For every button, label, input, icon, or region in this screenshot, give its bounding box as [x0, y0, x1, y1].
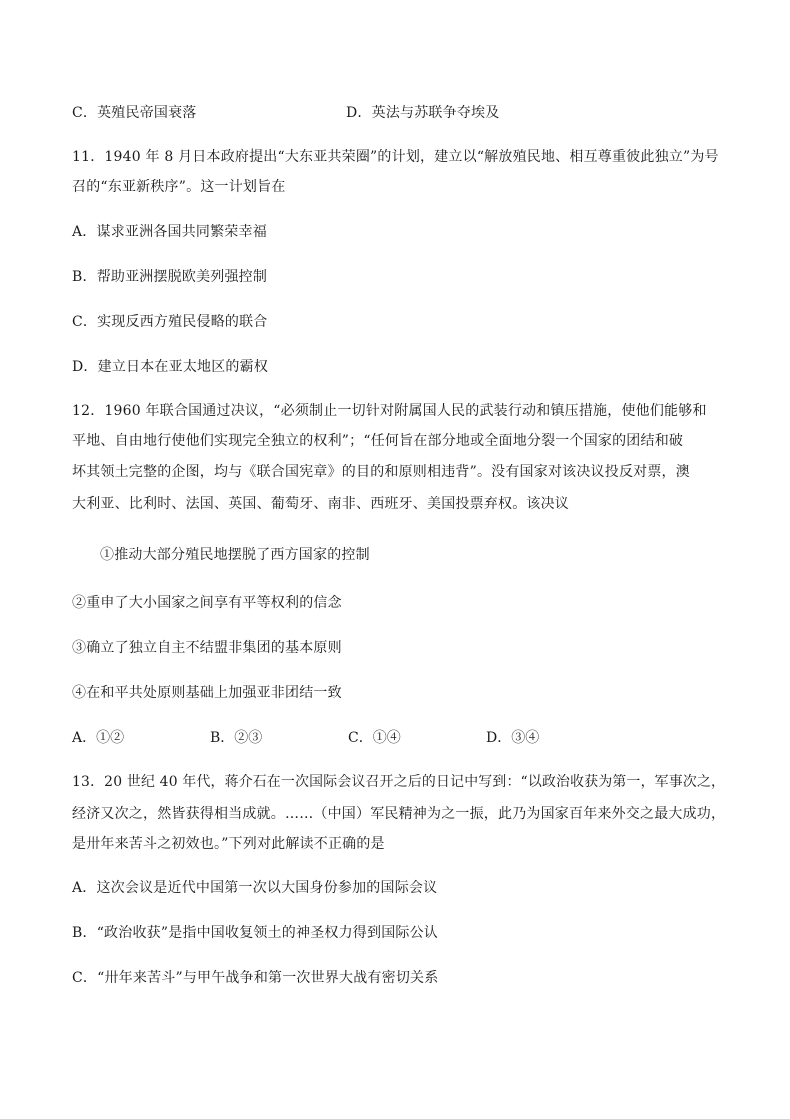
q10-option-c: C．英殖民帝国衰落 — [72, 105, 197, 121]
q11-option-d: D．建立日本在亚太地区的霸权 — [72, 359, 269, 375]
q13-option-c: C．“卅年来苦斗”与甲午战争和第一次世界大战有密切关系 — [72, 970, 439, 986]
q11-option-b: B．帮助亚洲摆脱欧美列强控制 — [72, 269, 268, 285]
q13-stem-line3: 是卅年来苦斗之初效也。”下列对此解读不正确的是 — [72, 836, 385, 852]
q12-option-c: C．①④ — [348, 730, 401, 746]
q11-stem-line1: 11．1940 年 8 月日本政府提出“大东亚共荣圈”的计划，建立以“解放殖民地、相互尊重彼此独立”为号 — [72, 149, 719, 165]
q11-option-a: A．谋求亚洲各国共同繁荣幸福 — [72, 224, 267, 240]
q12-stem-line4: 大利亚、比利时、法国、英国、葡萄牙、南非、西班牙、美国投票弃权。该决议 — [72, 496, 569, 512]
q11-stem-line2: 召的“东亚新秩序”。这一计划旨在 — [72, 179, 286, 195]
q12-option-a: A．①② — [72, 730, 125, 746]
q13-stem-line2: 经济又次之，然皆获得相当成就。……（中国）军民精神为之一振，此乃为国家百年来外交之最大成功， — [72, 806, 726, 822]
q12-item-3: ③确立了独立自主不结盟非集团的基本原则 — [72, 640, 342, 656]
q12-stem-line1: 12．1960 年联合国通过决议，“必须制止一切针对附属国人民的武装行动和镇压措施，使他们能够和 — [72, 403, 707, 419]
q12-stem-line2: 平地、自由地行使他们实现完全独立的权利”；“任何旨在部分地或全面地分裂一个国家的团结和破 — [72, 433, 684, 449]
q13-option-a: A．这次会议是近代中国第一次以大国身份参加的国际会议 — [72, 880, 438, 896]
q10-option-d: D．英法与苏联争夺埃及 — [346, 105, 500, 121]
q11-option-c: C．实现反西方殖民侵略的联合 — [72, 314, 268, 330]
q12-option-d: D．③④ — [486, 730, 540, 746]
q12-item-4: ④在和平共处原则基础上加强亚非团结一致 — [72, 685, 342, 701]
q12-item-1: ①推动大部分殖民地摆脱了西方国家的控制 — [100, 547, 370, 563]
q13-option-b: B．“政治收获”是指中国收复领土的神圣权力得到国际公认 — [72, 925, 439, 941]
q12-option-b: B．②③ — [210, 730, 263, 746]
q12-stem-line3: 坏其领土完整的企图，均与《联合国宪章》的目的和原则相违背”。没有国家对该决议投反对票，澳 — [72, 464, 690, 480]
q12-item-2: ②重申了大小国家之间享有平等权利的信念 — [72, 595, 342, 611]
q13-stem-line1: 13．20 世纪 40 年代，蒋介石在一次国际会议召开之后的日记中写到：“以政治收获为第一，军事次之， — [72, 774, 726, 790]
